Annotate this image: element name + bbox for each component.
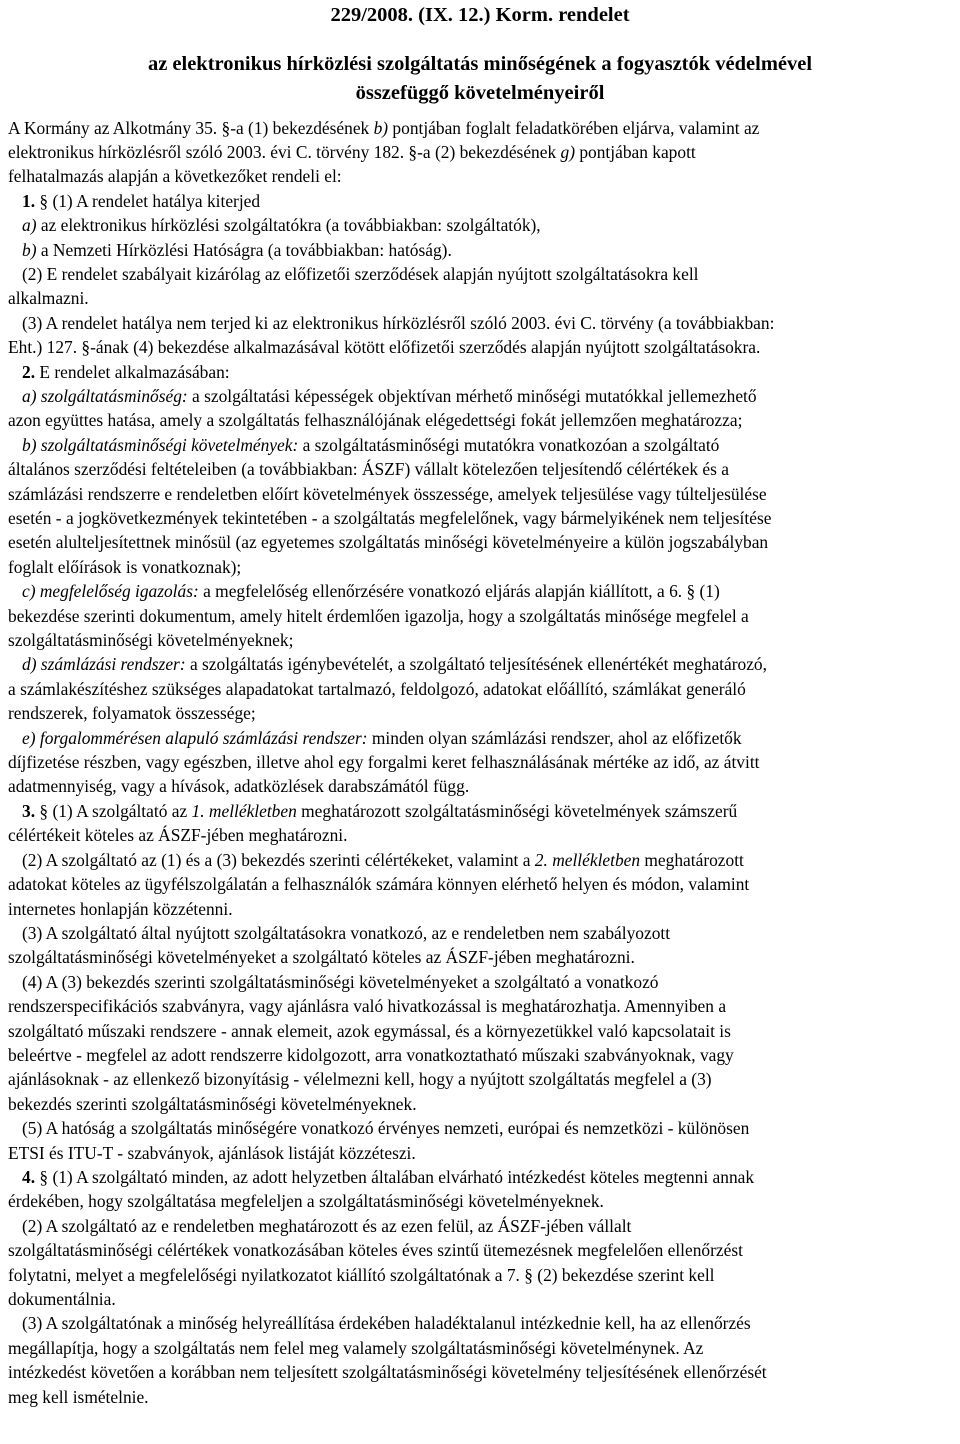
text-run: internetes honlapján közzétenni. [8, 898, 233, 919]
text-run: (2) A szolgáltató az e rendeletben meghatározott és az ezen felül, az ÁSZF-jében vállalt [22, 1215, 632, 1236]
text-run: a számlakészítéshez szükséges alapadatokat tartalmazó, feldolgozó, adatokat előállító, számlákat generáló [8, 678, 746, 699]
text-line [8, 1214, 774, 1238]
decree-number-title: 229/2008. (IX. 12.) Korm. rendelet [330, 4, 630, 26]
text-run: foglalt előírások is vonatkoznak); [8, 556, 242, 577]
text-line [8, 628, 774, 652]
text-run: 1. [22, 190, 36, 211]
text-run: e) forgalommérésen alapuló számlázási rendszer: [22, 727, 368, 748]
text-run: c) megfelelőség igazolás: [22, 581, 199, 602]
text-run: pontjában foglalt feladatkörében eljárva, valamint az [388, 117, 760, 138]
text-run: 2. [22, 361, 36, 382]
text-run: beleértve - megfelel az adott rendszerre kidolgozott, arra vonatkoztatható műszaki szabványoknak, vagy [8, 1044, 734, 1065]
text-line [8, 1116, 774, 1140]
text-run: ETSI és ITU-T - szabványok, ajánlások listáját közzéteszi. [8, 1142, 416, 1163]
text-line [8, 116, 774, 140]
text-line [8, 482, 774, 506]
text-line [8, 994, 774, 1018]
text-line [8, 238, 774, 262]
text-run: d) számlázási rendszer: [22, 654, 186, 675]
text-run: adatmennyiség, vagy a hívások, adatközlések darabszámától függ. [8, 776, 470, 797]
text-run: b) szolgáltatásminőségi követelmények: [22, 434, 299, 455]
text-line [8, 1287, 774, 1311]
text-run: alkalmazni. [8, 288, 89, 309]
text-line [8, 774, 774, 798]
text-line [8, 140, 774, 164]
text-line [8, 1311, 774, 1335]
text-line [8, 1189, 774, 1213]
text-run: dokumentálnia. [8, 1289, 116, 1309]
text-run: § [81, 337, 91, 358]
text-run: bekezdés szerinti szolgáltatásminőségi követelményeknek. [8, 1093, 417, 1114]
text-line [8, 1336, 774, 1360]
text-line [8, 1238, 774, 1262]
text-line [8, 1165, 774, 1189]
text-run: pontjában kapott [575, 141, 696, 162]
text-run: a) szolgáltatásminőség: [22, 385, 188, 406]
text-line [8, 945, 774, 969]
text-run: § [408, 141, 418, 162]
text-line [8, 1141, 774, 1165]
text-run: bekezdése szerinti dokumentum, amely hitelt érdemlően igazolja, hogy a szolgáltatás minősége megfelel a [8, 605, 749, 626]
text-run: 3. [22, 800, 36, 821]
text-line [8, 701, 774, 725]
text-line [8, 1360, 774, 1384]
text-line [8, 897, 774, 921]
text-line [8, 457, 774, 481]
text-line [8, 530, 774, 554]
text-run: díjfizetése részben, vagy egészben, illetve ahol egy forgalmi keret felhasználásának mértéke az idő, az átvitt [8, 752, 760, 773]
text-run: elektronikus hírközlésről szóló 2003. évi C. törvény 182. [8, 141, 409, 162]
text-run: minden olyan számlázási rendszer, ahol az előfizetők [367, 727, 742, 748]
text-line [8, 335, 774, 359]
text-line [8, 921, 774, 945]
text-run: (3) A rendelet hatálya nem terjed ki az elektronikus hírközlésről szóló 2003. évi C. törvény (a továbbiakban: [22, 312, 775, 333]
text-run: § (1) A rendelet hatálya kiterjed [35, 190, 261, 211]
text-line [8, 677, 774, 701]
text-run: szolgáltatásminőségi követelményeknek; [8, 630, 294, 651]
text-line [8, 726, 774, 750]
text-line [8, 384, 774, 408]
text-run: szolgáltatásminőségi célértékek vonatkozásában köteles éves szintű ütemezésnek megfelelően ellenőrzést [8, 1240, 743, 1261]
text-run: folytatni, melyet a megfelelőségi nyilatkozatot kiállító szolgáltatónak a 7. § (2) bekezdése szerint kell [8, 1264, 715, 1285]
text-line [8, 970, 774, 994]
text-run: intézkedést követően a korábban nem teljesített szolgáltatásminőségi követelmény teljesítésének ellenőrzését [8, 1362, 767, 1383]
text-run: megállapítja, hogy a szolgáltatás nem felel meg valamely szolgáltatásminőségi követelménynek. Az [8, 1337, 704, 1358]
text-run: meghatározott [640, 849, 744, 870]
text-line [8, 872, 774, 896]
text-line [8, 286, 774, 310]
text-run: szolgáltatásminőségi követelményeket a szolgáltató köteles az ÁSZF-jében meghatározni. [8, 947, 635, 968]
text-run: a szolgáltatásminőségi mutatókra vonatkozóan a szolgáltató [298, 434, 720, 455]
text-run: célértékeit köteles az ÁSZF-jében meghatározni. [8, 825, 348, 846]
text-run: (3) A szolgáltató által nyújtott szolgáltatásokra vonatkozó, az e rendeletben nem szabályozott [22, 922, 671, 943]
text-line [8, 823, 774, 847]
text-run: 4. [22, 1166, 36, 1187]
text-run: azon együttes hatása, amely a szolgáltatás felhasználójának elégedettségi fokát jellemzően meghatározza; [8, 410, 743, 431]
text-run: rendszerek, folyamatok összessége; [8, 703, 256, 724]
text-line [8, 1019, 774, 1043]
text-run: (2) E rendelet szabályait kizárólag az előfizetői szerződések alapján nyújtott szolgáltatásokra kell [22, 263, 699, 284]
text-run: § (1) A szolgáltató minden, az adott helyzetben általában elvárható intézkedést köteles megtenni annak [35, 1166, 755, 1187]
text-line [8, 799, 774, 823]
text-line [8, 555, 774, 579]
text-line [8, 164, 774, 188]
text-run: Eht.) 127. [8, 337, 82, 358]
text-run: 1. mellékletben [191, 800, 297, 821]
text-run: számlázási rendszerre e rendeletben előírt követelmények összessége, amelyek teljesülése vagy túlteljesülése [8, 483, 767, 504]
text-line [8, 360, 774, 384]
text-run: g) [560, 141, 575, 162]
text-line [8, 848, 774, 872]
text-run: A Kormány az Alkotmány 35. [8, 117, 222, 138]
text-run: a szolgáltatás igénybevételét, a szolgáltató teljesítésének ellenértékét meghatározó, [185, 654, 767, 675]
text-run: ajánlásoknak - az ellenkező bizonyításig - vélelmezni kell, hogy a nyújtott szolgáltatás megfelel a (3) [8, 1069, 712, 1090]
text-line [8, 1067, 774, 1091]
text-run: -a (1) bekezdésének [230, 117, 374, 138]
text-run: általános szerződési feltételeiben (a továbbiakban: ÁSZF) vállalt kötelezően teljesítendő célértékek és a [8, 459, 729, 480]
text-line [8, 189, 774, 213]
text-run: az elektronikus hírközlési szolgáltatókra (a továbbiakban: szolgáltatók), [36, 215, 541, 236]
text-run: -a (2) bekezdésének [417, 141, 561, 162]
text-line [8, 1043, 774, 1067]
text-run: meg kell ismételnie. [8, 1386, 149, 1407]
text-run: rendszerspecifikációs szabványra, vagy ajánlásra való hivatkozással is meghatározhatja. Amennyiben a [8, 996, 727, 1017]
text-run: meghatározott szolgáltatásminőségi követelmények számszerű [296, 800, 738, 821]
text-run: a) [22, 215, 37, 236]
text-run: 2. mellékletben [534, 849, 641, 870]
text-run: felhatalmazás alapján a következőket rendeli el: [8, 166, 342, 187]
text-run: (5) A hatóság a szolgáltatás minőségére vonatkozó érvényes nemzeti, európai és nemzetközi - különösen [22, 1118, 750, 1139]
text-line [8, 433, 774, 457]
text-line [8, 750, 774, 774]
text-run: (2) A szolgáltató az (1) és a (3) bekezdés szerinti célértékeket, valamint a [22, 849, 535, 870]
decree-title-line-2: összefüggő követelményeiről [355, 82, 605, 104]
text-run: esetén alulteljesítettnek minősül (az egyetemes szolgáltatás minőségi követelményeire a külön jogszabályban [8, 532, 769, 553]
text-run: (4) A (3) bekezdés szerinti szolgáltatásminőségi követelményeket a szolgáltató a vonatkozó [22, 971, 659, 992]
text-line [8, 579, 774, 603]
decree-title-line-1: az elektronikus hírközlési szolgáltatás minőségének a fogyasztók védelmével [147, 53, 813, 75]
text-line [8, 213, 774, 237]
text-run: E rendelet alkalmazásában: [35, 361, 230, 382]
text-run: érdekében, hogy szolgáltatása megfeleljen a szolgáltatásminőségi követelményeknek. [8, 1191, 604, 1212]
text-run: b) [373, 117, 389, 138]
text-line [8, 262, 774, 286]
text-run: -ának (4) bekezdése alkalmazásával kötött előfizetői szerződés alapján nyújtott szolgáltatásokra. [90, 337, 761, 358]
text-line [8, 408, 774, 432]
text-run: a megfelelőség ellenőrzésére vonatkozó eljárás alapján kiállított, a 6. § (1) [198, 581, 720, 602]
text-run: a Nemzeti Hírközlési Hatóságra (a továbbiakban: hatóság). [36, 239, 452, 260]
text-run: adatokat köteles az ügyfélszolgálatán a felhasználók számára könnyen elérhető helyen és módon, valamint [8, 874, 750, 895]
text-run: b) [22, 239, 37, 260]
text-line [8, 1263, 774, 1287]
text-line [8, 506, 774, 530]
text-run: (3) A szolgáltatónak a minőség helyreállítása érdekében haladéktalanul intézkednie kell, ha az ellenőrzés [22, 1313, 751, 1334]
text-line [8, 604, 774, 628]
text-line [8, 652, 774, 676]
decree-body-text [8, 116, 774, 1410]
text-run: § [221, 117, 231, 138]
text-line [8, 311, 774, 335]
text-run: a szolgáltatási képességek objektívan mérhető minőségi mutatókkal jellemezhető [187, 385, 757, 406]
text-run: esetén - a jogkövetkezmények tekintetében - a szolgáltatás megfelelőnek, vagy bármelyikének nem teljesítése [8, 508, 772, 528]
text-line [8, 1092, 774, 1116]
text-line [8, 1385, 774, 1409]
text-run: szolgáltató műszaki rendszere - annak elemeit, azok egymással, és a környezetükkel való kapcsolatait is [8, 1020, 731, 1041]
text-run: § (1) A szolgáltató az [35, 800, 192, 821]
